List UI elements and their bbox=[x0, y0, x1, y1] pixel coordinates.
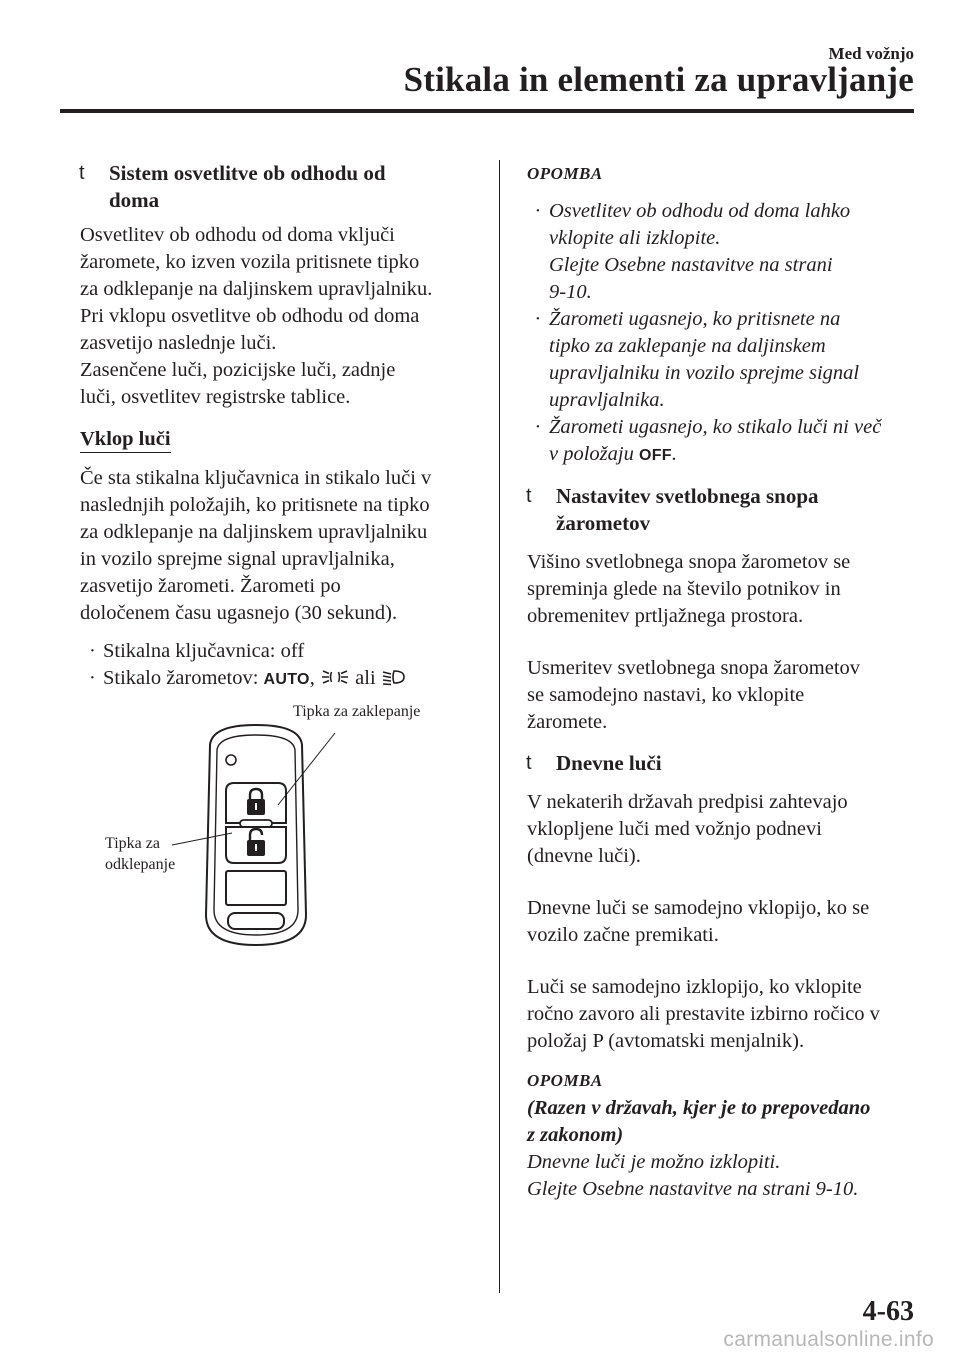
bullet-text: Stikalna ključavnica: off bbox=[103, 640, 305, 662]
text-line: V nekaterih državah predpisi zahtevajo bbox=[527, 791, 848, 813]
text-line: Višino svetlobnega snopa žarometov se bbox=[527, 551, 851, 573]
paragraph-daytime-lights bbox=[527, 789, 922, 870]
text-line: Osvetlitev ob odhodu od doma vključi bbox=[80, 224, 395, 246]
text-line: zasvetijo žarometi. Žarometi po bbox=[80, 575, 341, 597]
callout-lock-button: Tipka za zaklepanje bbox=[293, 703, 421, 720]
section-heading-daytime-lights bbox=[527, 750, 922, 777]
note-bullet-item bbox=[527, 306, 922, 414]
heading-line: Sistem osvetlitve ob odhodu od bbox=[109, 161, 386, 185]
note-bullet-item bbox=[527, 414, 922, 469]
paragraph-beam-leveling bbox=[527, 549, 922, 630]
section-marker: t bbox=[526, 485, 532, 507]
note-body bbox=[527, 1149, 922, 1203]
text-line: žaromete, ko izven vozila pritisnete tipko bbox=[80, 251, 420, 273]
page-number: 4-63 bbox=[862, 1296, 914, 1327]
button-divider bbox=[240, 820, 272, 827]
text-line: Če sta stikalna ključavnica in stikalo luči v bbox=[80, 467, 432, 489]
heading-line: žarometov bbox=[556, 511, 651, 535]
bullet-dot: · bbox=[535, 416, 541, 438]
position-lights-icon bbox=[320, 668, 350, 686]
leader-line-unlock bbox=[172, 833, 232, 845]
text-line: se samodejno nastavi, ko vklopite bbox=[527, 684, 805, 706]
text-line: zasvetijo naslednje luči. bbox=[80, 332, 277, 354]
section-marker: t bbox=[79, 162, 85, 184]
bullet-dot: · bbox=[535, 200, 541, 222]
text-line: Dnevne luči je možno izklopiti. bbox=[527, 1151, 781, 1173]
paragraph-daytime-auto-on bbox=[527, 895, 922, 949]
low-beam-icon bbox=[381, 668, 407, 686]
left-column bbox=[80, 160, 475, 955]
paragraph-welcome-light bbox=[80, 222, 475, 411]
text-line: upravljalnika. bbox=[549, 389, 665, 411]
header-rule bbox=[60, 109, 914, 113]
text-line: položaj P (avtomatski menjalnik). bbox=[527, 1030, 805, 1052]
paragraph-lights-on bbox=[80, 465, 475, 627]
callout-line: Tipka za bbox=[105, 835, 160, 852]
auto-symbol: AUTO bbox=[263, 671, 310, 688]
callout-line: odklepanje bbox=[105, 856, 176, 873]
text-line: z zakonom) bbox=[527, 1124, 624, 1146]
bullet-dot: · bbox=[89, 640, 96, 662]
heading-line: Dnevne luči bbox=[556, 751, 662, 775]
paragraph-auto-leveling bbox=[527, 655, 922, 736]
text-line: Glejte Osebne nastavitve na strani bbox=[549, 254, 833, 276]
text-line: (dnevne luči). bbox=[527, 845, 641, 867]
text-line: obremenitev prtljažnega prostora. bbox=[527, 605, 804, 627]
header-section-label: Med vožnjo bbox=[828, 44, 914, 63]
text-line: Pri vklopu osvetlitve ob odhodu od doma bbox=[80, 305, 420, 327]
callout-unlock-button bbox=[105, 833, 175, 875]
fob-button-3 bbox=[226, 871, 286, 905]
bullet-item bbox=[80, 638, 475, 665]
bullet-dot: · bbox=[535, 308, 541, 330]
heading-line: Nastavitev svetlobnega snopa bbox=[556, 484, 819, 508]
text-line: (Razen v državah, kjer je to prepovedano bbox=[527, 1097, 871, 1119]
bullet-text: Stikalo žarometov: bbox=[103, 667, 264, 689]
watermark: carmanualsonline.info bbox=[723, 1328, 934, 1351]
note-bullet-item bbox=[527, 198, 922, 306]
paragraph-daytime-auto-off bbox=[527, 974, 922, 1055]
leader-line-lock bbox=[278, 733, 335, 805]
ali-text: ali bbox=[350, 667, 381, 689]
bullet-list bbox=[80, 638, 475, 693]
separator: , bbox=[309, 667, 321, 689]
section-heading-beam-leveling bbox=[527, 483, 922, 537]
text-line: vklopljene luči med vožnjo podnevi bbox=[527, 818, 822, 840]
text-line: in vozilo sprejme signal upravljalnika, bbox=[80, 548, 395, 570]
column-divider bbox=[499, 160, 500, 1293]
unlock-button bbox=[226, 827, 286, 863]
text-line: Usmeritev svetlobnega snopa žarometov bbox=[527, 657, 861, 679]
key-fob-figure bbox=[80, 705, 475, 955]
text-line: za odklepanje na daljinskem upravljalniku bbox=[80, 521, 428, 543]
text-line: za odklepanje na daljinskem upravljalniku. bbox=[80, 278, 433, 300]
right-column bbox=[527, 160, 922, 1203]
text-line: Luči se samodejno izklopijo, ko vklopite bbox=[527, 976, 862, 998]
off-symbol: OFF bbox=[638, 447, 672, 464]
note-title: OPOMBA bbox=[527, 164, 603, 183]
text-fragment: . bbox=[671, 443, 677, 465]
section-heading-welcome-light bbox=[80, 160, 475, 214]
text-line: ročno zavoro ali prestavite izbirno ročico v bbox=[527, 1003, 880, 1025]
text-line: 9-10. bbox=[549, 281, 592, 303]
note-bullet-list bbox=[527, 198, 922, 469]
text-line: naslednjih položajih, ko pritisnete na tipko bbox=[80, 494, 430, 516]
note-condition bbox=[527, 1095, 922, 1149]
text-line bbox=[549, 441, 922, 469]
section-marker: t bbox=[526, 752, 532, 774]
key-fob-illustration bbox=[80, 705, 475, 955]
fob-button-4 bbox=[228, 913, 284, 929]
text-line: Glejte Osebne nastavitve na strani 9-10. bbox=[527, 1178, 859, 1200]
led-indicator bbox=[226, 755, 236, 765]
subheading-lights-on: Vklop luči bbox=[80, 426, 171, 453]
text-line: vozilo začne premikati. bbox=[527, 924, 719, 946]
text-line: določenem času ugasnejo (30 sekund). bbox=[80, 602, 398, 624]
text-line: tipko za zaklepanje na daljinskem bbox=[549, 335, 826, 357]
text-line: vklopite ali izklopite. bbox=[549, 227, 721, 249]
text-line: Žarometi ugasnejo, ko stikalo luči ni več bbox=[549, 416, 882, 438]
text-line: Osvetlitev ob odhodu od doma lahko bbox=[549, 200, 851, 222]
text-line: Dnevne luči se samodejno vklopijo, ko se bbox=[527, 897, 870, 919]
text-line: žaromete. bbox=[527, 711, 608, 733]
text-line: Žarometi ugasnejo, ko pritisnete na bbox=[549, 308, 841, 330]
lock-button bbox=[226, 783, 286, 823]
text-fragment: v položaju bbox=[549, 443, 639, 465]
text-line: luči, osvetlitev registrske tablice. bbox=[80, 386, 351, 408]
heading-line: doma bbox=[109, 188, 160, 212]
header-title: Stikala in elementi za upravljanje bbox=[403, 60, 914, 99]
text-line: Zasenčene luči, pozicijske luči, zadnje bbox=[80, 359, 396, 381]
text-line: upravljalniku in vozilo sprejme signal bbox=[549, 362, 860, 384]
note-title: OPOMBA bbox=[527, 1071, 603, 1090]
bullet-item bbox=[80, 665, 475, 693]
bullet-dot: · bbox=[89, 667, 96, 689]
text-line: spreminja glede na število potnikov in bbox=[527, 578, 841, 600]
